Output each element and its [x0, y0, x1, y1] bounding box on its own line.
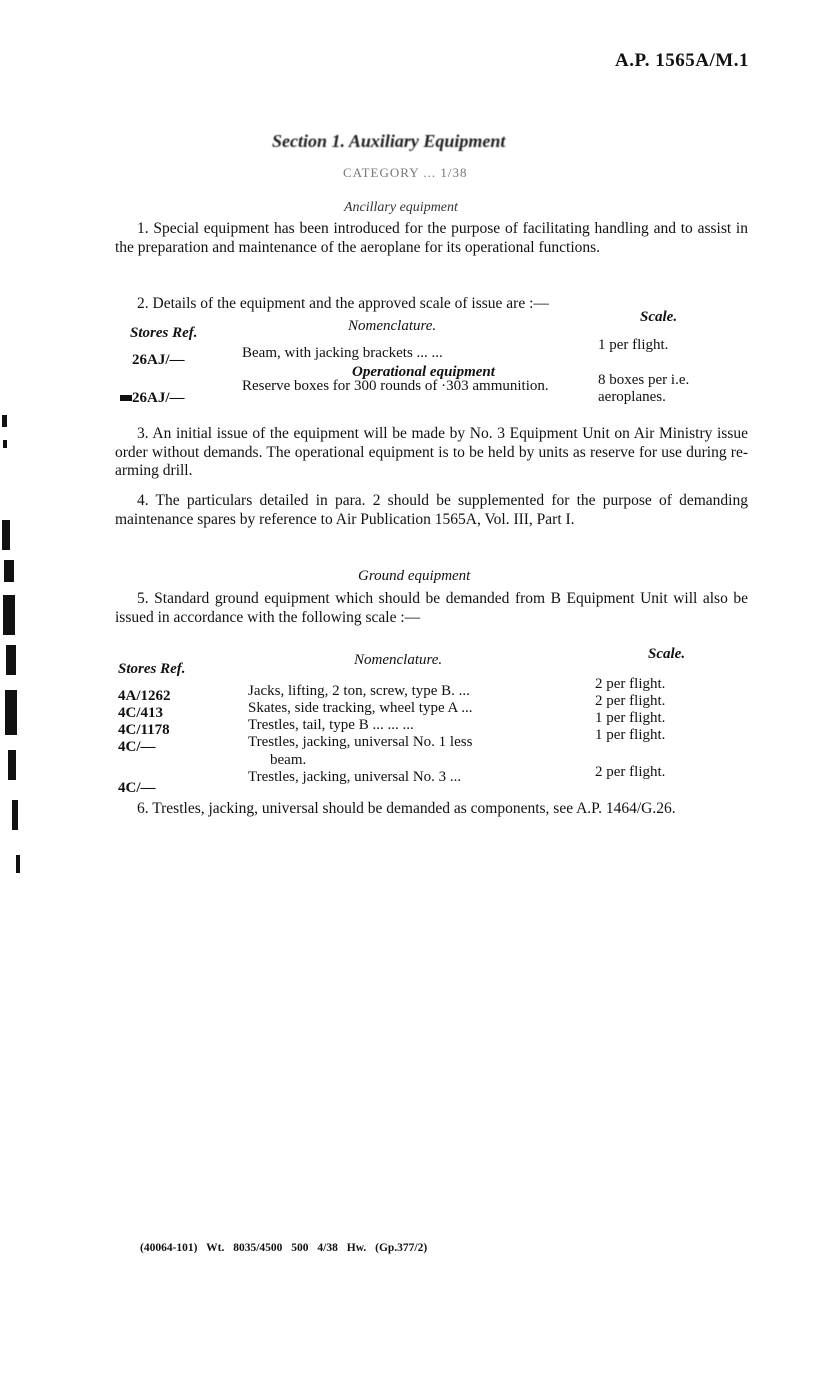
row-ref: 4C/413 [118, 705, 163, 721]
col-header-scale: Scale. [648, 646, 686, 662]
col-header-scale: Scale. [640, 309, 678, 325]
print-footer: (40064-101) Wt. 8035/4500 500 4/38 Hw. (Gp.377/2) [140, 1242, 428, 1254]
document-reference: A.P. 1565A/M.1 [614, 50, 749, 71]
row-nomenclature: Beam, with jacking brackets ... ... [242, 345, 443, 361]
row-ref: 4C/1178 [118, 722, 170, 738]
row-ref: 4C/— [118, 739, 156, 755]
row-nomenclature: Jacks, lifting, 2 ton, screw, type B. ... [248, 683, 470, 699]
col-header-nomenclature: Nomenclature. [348, 318, 437, 334]
heading-ground: Ground equipment [358, 568, 471, 584]
row-nomenclature: Trestles, jacking, universal No. 1 less [248, 734, 473, 750]
subheading-operational: Operational equipment [352, 364, 495, 380]
section-subtitle: CATEGORY ... 1/38 [343, 165, 468, 180]
row-ref: 4A/1262 [118, 688, 171, 704]
row-nomenclature: Skates, side tracking, wheel type A ... [248, 700, 473, 716]
paragraph-4: 4. The particulars detailed in para. 2 should be supplemented for the purpose of demanding maintenance spares by reference to Air Publication 1565A, Vol. III, Part I. [115, 492, 748, 528]
row-scale: 2 per flight. [595, 764, 666, 780]
row-ref: 4C/— [118, 780, 156, 796]
col-header-ref: Stores Ref. [118, 661, 186, 677]
paragraph-3: 3. An initial issue of the equipment will be made by No. 3 Equipment Unit on Air Ministry issue order without demands. The operational equipment is to be held by units as reserve for use during re-arming drill. [115, 425, 748, 479]
row-scale: 1 per flight. [595, 727, 666, 743]
paragraph-6: 6. Trestles, jacking, universal should be demanded as components, see A.P. 1464/G.26. [137, 800, 676, 817]
col-header-ref: Stores Ref. [130, 325, 198, 341]
paragraph-5: 5. Standard ground equipment which should be demanded from B Equipment Unit will also be issued in accordance with the following scale :— [115, 590, 748, 626]
row-scale: 1 per flight. [598, 337, 669, 353]
row-scale: 1 per flight. [595, 710, 666, 726]
row-nomenclature: Trestles, tail, type B ... ... ... [248, 717, 414, 733]
heading-ancillary: Ancillary equipment [344, 200, 458, 215]
row-scale: 8 boxes per i.e. aeroplanes. [598, 372, 690, 405]
col-header-nomenclature: Nomenclature. [354, 652, 443, 668]
row-nomenclature: Trestles, jacking, universal No. 3 ... [248, 769, 462, 785]
row-nomenclature-cont: beam. [270, 752, 307, 768]
row-nomenclature: Reserve boxes for 300 rounds of ·303 ammunition. [242, 378, 549, 394]
row-scale: 2 per flight. [595, 693, 666, 709]
section-title: Section 1. Auxiliary Equipment [272, 131, 506, 151]
row-ref: 26AJ/— [132, 390, 185, 406]
paragraph-2: 2. Details of the equipment and the approved scale of issue are :— [137, 295, 549, 312]
paragraph-1: 1. Special equipment has been introduced for the purpose of facilitating handling and to assist in the preparation and maintenance of the aeroplane for its operational functions. [115, 220, 748, 256]
row-ref: 26AJ/— [132, 352, 185, 368]
row-scale: 2 per flight. [595, 676, 666, 692]
